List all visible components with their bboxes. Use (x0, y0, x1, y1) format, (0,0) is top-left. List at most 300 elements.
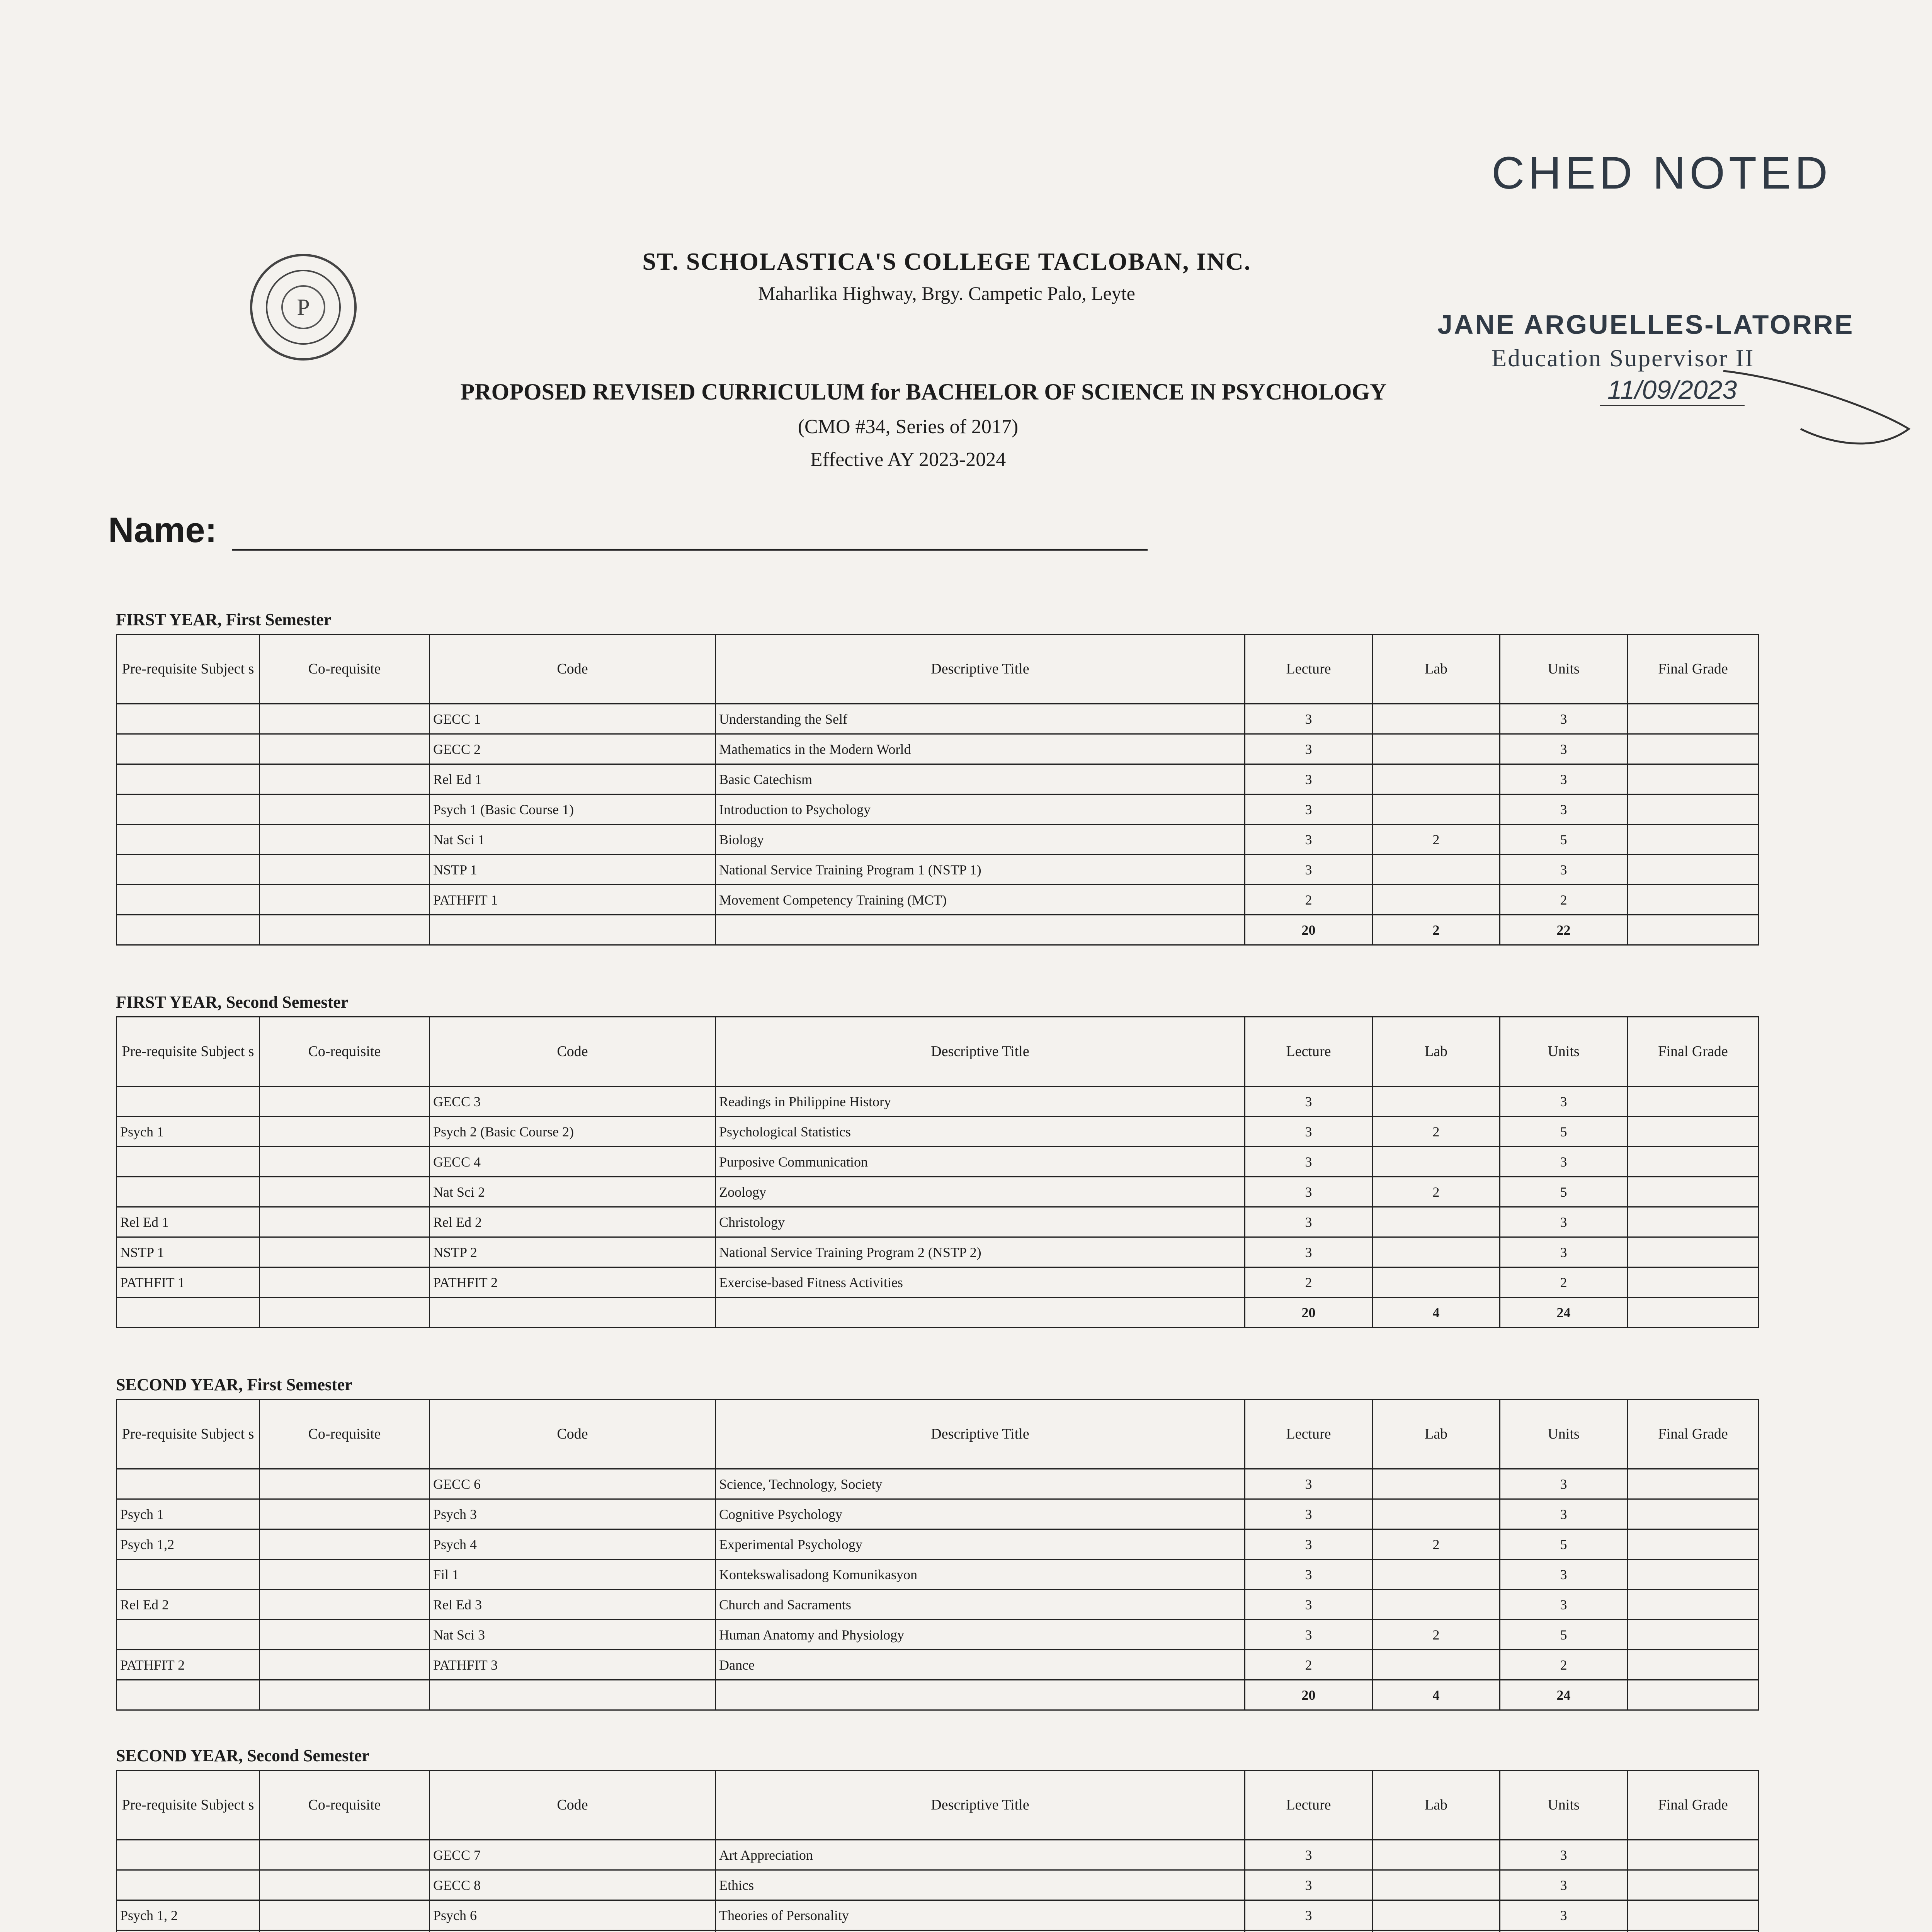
table-cell (260, 1529, 430, 1560)
table-row (117, 1117, 1759, 1147)
table-cell: 2 (1372, 825, 1500, 855)
column-header: Pre-requisite Subject s (117, 1770, 260, 1840)
table-cell (716, 1930, 1245, 1932)
table-cell: Psych 1 (117, 1499, 260, 1529)
table-cell (1372, 1650, 1500, 1680)
table-cell: 3 (1245, 1560, 1372, 1590)
final-grade-cell[interactable] (1628, 855, 1759, 885)
table-cell (260, 794, 430, 825)
table-cell: Mathematics in the Modern World (716, 734, 1245, 764)
table-cell: 3 (1500, 1469, 1628, 1499)
stamp-supervisor-name: JANE ARGUELLES-LATORRE (1437, 310, 1854, 340)
table-cell: 3 (1500, 1237, 1628, 1267)
table-cell (260, 1840, 430, 1870)
table-cell: 3 (1245, 734, 1372, 764)
table-row (117, 1087, 1759, 1117)
table-cell: 3 (1245, 1117, 1372, 1147)
semester-section (116, 993, 1759, 1328)
table-row (117, 1900, 1759, 1930)
table-cell: NSTP 2 (430, 1237, 716, 1267)
table-cell (117, 1620, 260, 1650)
table-cell: 3 (1245, 1590, 1372, 1620)
table-row (117, 1930, 1759, 1932)
table-cell (260, 734, 430, 764)
table-cell (260, 1147, 430, 1177)
curriculum-title: PROPOSED REVISED CURRICULUM for BACHELOR OF SCIENCE IN PSYCHOLOGY (460, 379, 1387, 405)
table-cell: Psych 1, 2 (117, 1900, 260, 1930)
table-cell: NSTP 1 (117, 1237, 260, 1267)
name-field[interactable] (232, 549, 1148, 551)
table-row (117, 794, 1759, 825)
table-cell (1372, 764, 1500, 794)
table-cell: GECC 8 (430, 1870, 716, 1900)
table-cell: 3 (1500, 1840, 1628, 1870)
table-cell (1372, 794, 1500, 825)
table-cell: GECC 1 (430, 704, 716, 734)
table-cell: 3 (1245, 855, 1372, 885)
table-cell: Rel Ed 1 (430, 764, 716, 794)
table-row (117, 1529, 1759, 1560)
table-cell: Psych 1,2 (117, 1529, 260, 1560)
total-cell (260, 1680, 430, 1710)
table-cell: 3 (1245, 1177, 1372, 1207)
final-grade-cell[interactable] (1628, 1590, 1759, 1620)
table-cell (1500, 1930, 1628, 1932)
total-cell: 2 (1372, 915, 1500, 945)
table-cell (260, 1900, 430, 1930)
stamp-noted: CHED NOTED (1492, 148, 1832, 199)
table-cell (260, 1237, 430, 1267)
table-cell (1372, 1560, 1500, 1590)
table-cell: PATHFIT 1 (117, 1267, 260, 1298)
table-cell: Biology (716, 825, 1245, 855)
table-cell: Exercise-based Fitness Activities (716, 1267, 1245, 1298)
table-cell (1372, 1870, 1500, 1900)
total-cell (260, 915, 430, 945)
table-cell: Christology (716, 1207, 1245, 1237)
final-grade-cell[interactable] (1628, 1147, 1759, 1177)
table-row (117, 1840, 1759, 1870)
table-cell: National Service Training Program 1 (NSTP 1) (716, 855, 1245, 885)
final-grade-cell[interactable] (1628, 1207, 1759, 1237)
table-cell: Nat Sci 3 (430, 1620, 716, 1650)
table-cell (260, 855, 430, 885)
semester-section (116, 1746, 1759, 1932)
table-cell: 2 (1372, 1620, 1500, 1650)
table-cell (260, 1207, 430, 1237)
table-cell: 3 (1500, 704, 1628, 734)
table-cell (260, 825, 430, 855)
table-cell (117, 825, 260, 855)
table-cell: 3 (1500, 1870, 1628, 1900)
semester-title: FIRST YEAR, Second Semester (116, 993, 349, 1012)
semester-table (116, 1770, 1759, 1932)
table-cell (117, 855, 260, 885)
table-row (117, 1147, 1759, 1177)
table-row (117, 885, 1759, 915)
table-cell (260, 1650, 430, 1680)
svg-text:P: P (297, 294, 310, 320)
table-cell: GECC 6 (430, 1469, 716, 1499)
column-header: Units (1500, 1017, 1628, 1087)
table-cell: Psych 2 (Basic Course 2) (430, 1117, 716, 1147)
table-row (117, 1499, 1759, 1529)
table-cell (117, 794, 260, 825)
table-cell: PATHFIT 1 (430, 885, 716, 915)
table-row (117, 855, 1759, 885)
table-cell (260, 1930, 430, 1932)
table-cell (117, 764, 260, 794)
table-cell: 3 (1500, 1499, 1628, 1529)
column-header: Code (430, 634, 716, 704)
table-cell (1372, 1590, 1500, 1620)
column-header: Code (430, 1400, 716, 1469)
column-header: Lab (1372, 1400, 1500, 1469)
table-cell (1372, 1237, 1500, 1267)
table-cell: GECC 3 (430, 1087, 716, 1117)
table-cell (1372, 1499, 1500, 1529)
table-cell: 3 (1500, 764, 1628, 794)
table-cell: 3 (1245, 1529, 1372, 1560)
table-cell: 3 (1245, 794, 1372, 825)
table-cell (117, 1840, 260, 1870)
table-cell (117, 885, 260, 915)
table-cell: 3 (1245, 1499, 1372, 1529)
table-cell: 2 (1372, 1177, 1500, 1207)
final-grade-cell[interactable] (1628, 794, 1759, 825)
table-cell (260, 1117, 430, 1147)
table-cell: 3 (1245, 1207, 1372, 1237)
table-cell: 5 (1500, 825, 1628, 855)
final-grade-cell[interactable] (1628, 1087, 1759, 1117)
final-grade-cell[interactable] (1628, 1650, 1759, 1680)
total-cell: 20 (1245, 1298, 1372, 1328)
final-grade-cell[interactable] (1628, 1267, 1759, 1298)
column-header: Descriptive Title (716, 1770, 1245, 1840)
table-cell: 2 (1500, 1650, 1628, 1680)
table-cell (260, 1087, 430, 1117)
table-cell: Kontekswalisadong Komunikasyon (716, 1560, 1245, 1590)
table-cell: 2 (1245, 1650, 1372, 1680)
table-cell (1372, 1207, 1500, 1237)
table-cell (117, 1087, 260, 1117)
column-header: Lab (1372, 1017, 1500, 1087)
table-cell (260, 1620, 430, 1650)
column-header: Lab (1372, 1770, 1500, 1840)
column-header: Units (1500, 634, 1628, 704)
total-cell: 24 (1500, 1298, 1628, 1328)
table-cell (1372, 1087, 1500, 1117)
column-header: Descriptive Title (716, 1400, 1245, 1469)
table-row (117, 1267, 1759, 1298)
table-cell (1245, 1930, 1372, 1932)
table-cell: 3 (1245, 825, 1372, 855)
table-row (117, 1207, 1759, 1237)
table-cell: Understanding the Self (716, 704, 1245, 734)
table-row (117, 1469, 1759, 1499)
table-cell: Theories of Personality (716, 1900, 1245, 1930)
table-cell (260, 1499, 430, 1529)
column-header: Pre-requisite Subject s (117, 1017, 260, 1087)
table-cell: 3 (1245, 704, 1372, 734)
table-cell (1372, 1900, 1500, 1930)
table-cell: 3 (1245, 764, 1372, 794)
table-cell (117, 1560, 260, 1590)
table-cell: PATHFIT 2 (117, 1650, 260, 1680)
table-cell: Psych 3 (430, 1499, 716, 1529)
table-header-row (117, 1770, 1759, 1840)
stamp-supervisor-title: Education Supervisor II (1492, 344, 1755, 372)
table-cell: 3 (1245, 1840, 1372, 1870)
table-cell (117, 1870, 260, 1900)
final-grade-cell[interactable] (1628, 764, 1759, 794)
table-cell (1372, 734, 1500, 764)
table-cell: 3 (1245, 1900, 1372, 1930)
table-row (117, 1620, 1759, 1650)
table-cell: 3 (1245, 1620, 1372, 1650)
final-grade-cell[interactable] (1628, 1469, 1759, 1499)
total-cell: 4 (1372, 1680, 1500, 1710)
final-grade-cell[interactable] (1628, 1237, 1759, 1267)
column-header: Descriptive Title (716, 634, 1245, 704)
final-grade-cell[interactable] (1628, 1499, 1759, 1529)
final-grade-cell[interactable] (1628, 825, 1759, 855)
table-cell: GECC 4 (430, 1147, 716, 1177)
table-cell: Psych 1 (117, 1117, 260, 1147)
effective-year: Effective AY 2023-2024 (810, 449, 1006, 471)
table-row (117, 1590, 1759, 1620)
total-cell (117, 1680, 260, 1710)
table-row (117, 734, 1759, 764)
table-cell: Movement Competency Training (MCT) (716, 885, 1245, 915)
table-cell: Purposive Communication (716, 1147, 1245, 1177)
column-header: Lecture (1245, 1017, 1372, 1087)
final-grade-cell[interactable] (1628, 734, 1759, 764)
column-header: Co-requisite (260, 1770, 430, 1840)
column-header: Units (1500, 1400, 1628, 1469)
table-cell: 3 (1500, 1590, 1628, 1620)
final-grade-cell[interactable] (1628, 1870, 1759, 1900)
column-header: Co-requisite (260, 1400, 430, 1469)
table-cell (260, 704, 430, 734)
final-grade-cell[interactable] (1628, 1900, 1759, 1930)
final-grade-cell[interactable] (1628, 704, 1759, 734)
total-cell (430, 915, 716, 945)
table-cell: 3 (1500, 1147, 1628, 1177)
total-cell (430, 1298, 716, 1328)
total-cell: 22 (1500, 915, 1628, 945)
table-cell: 3 (1500, 1900, 1628, 1930)
table-cell: Basic Catechism (716, 764, 1245, 794)
column-header: Final Grade (1628, 634, 1759, 704)
table-cell: Dance (716, 1650, 1245, 1680)
table-cell (117, 704, 260, 734)
table-cell (260, 1177, 430, 1207)
column-header: Pre-requisite Subject s (117, 634, 260, 704)
table-cell (260, 1560, 430, 1590)
semester-table (116, 634, 1759, 946)
table-cell (260, 1469, 430, 1499)
column-header: Co-requisite (260, 634, 430, 704)
table-cell: 3 (1500, 1207, 1628, 1237)
table-cell: Psych 4 (430, 1529, 716, 1560)
total-row (117, 1298, 1759, 1328)
total-cell: 4 (1372, 1298, 1500, 1328)
table-cell: 3 (1245, 1469, 1372, 1499)
table-cell: 2 (1372, 1117, 1500, 1147)
table-cell: Cognitive Psychology (716, 1499, 1245, 1529)
table-cell: 3 (1500, 1560, 1628, 1590)
table-cell (1372, 1267, 1500, 1298)
table-cell: NSTP 1 (430, 855, 716, 885)
table-cell: 3 (1245, 1237, 1372, 1267)
table-header-row (117, 1017, 1759, 1087)
column-header: Lecture (1245, 1400, 1372, 1469)
table-cell: Nat Sci 1 (430, 825, 716, 855)
table-cell: 3 (1500, 855, 1628, 885)
table-row (117, 764, 1759, 794)
table-row (117, 704, 1759, 734)
total-cell (716, 915, 1245, 945)
table-cell: Rel Ed 1 (117, 1207, 260, 1237)
table-cell: 5 (1500, 1620, 1628, 1650)
total-cell: 20 (1245, 1680, 1372, 1710)
table-cell: Psych 6 (430, 1900, 716, 1930)
table-cell: Ethics (716, 1870, 1245, 1900)
table-row (117, 825, 1759, 855)
table-cell (1372, 1147, 1500, 1177)
column-header: Final Grade (1628, 1400, 1759, 1469)
table-row (117, 1870, 1759, 1900)
cmo-reference: (CMO #34, Series of 2017) (798, 416, 1019, 438)
table-cell: Introduction to Psychology (716, 794, 1245, 825)
total-cell (1628, 915, 1759, 945)
table-cell: 3 (1500, 794, 1628, 825)
table-cell: 2 (1372, 1529, 1500, 1560)
table-cell (1372, 855, 1500, 885)
table-cell: Art Appreciation (716, 1840, 1245, 1870)
semester-section (116, 610, 1759, 946)
table-cell: 5 (1500, 1177, 1628, 1207)
final-grade-cell[interactable] (1628, 1177, 1759, 1207)
table-cell: 3 (1245, 1147, 1372, 1177)
column-header: Co-requisite (260, 1017, 430, 1087)
table-row (117, 1237, 1759, 1267)
total-cell (716, 1298, 1245, 1328)
table-cell (1372, 1840, 1500, 1870)
table-cell: Rel Ed 2 (117, 1590, 260, 1620)
total-cell (260, 1298, 430, 1328)
table-row (117, 1560, 1759, 1590)
table-cell: Human Anatomy and Physiology (716, 1620, 1245, 1650)
table-cell: Rel Ed 3 (430, 1590, 716, 1620)
table-cell: Science, Technology, Society (716, 1469, 1245, 1499)
semester-table (116, 1016, 1759, 1328)
table-cell: Psychological Statistics (716, 1117, 1245, 1147)
table-cell (117, 1147, 260, 1177)
final-grade-cell[interactable] (1628, 1930, 1759, 1932)
table-cell (117, 1469, 260, 1499)
table-cell: Experimental Psychology (716, 1529, 1245, 1560)
table-cell (260, 764, 430, 794)
total-cell: 24 (1500, 1680, 1628, 1710)
final-grade-cell[interactable] (1628, 1117, 1759, 1147)
table-cell (117, 1177, 260, 1207)
table-cell: Rel Ed 2 (430, 1207, 716, 1237)
table-cell (1372, 1930, 1500, 1932)
column-header: Units (1500, 1770, 1628, 1840)
table-cell: National Service Training Program 2 (NSTP 2) (716, 1237, 1245, 1267)
total-cell (1628, 1680, 1759, 1710)
final-grade-cell[interactable] (1628, 1620, 1759, 1650)
column-header: Final Grade (1628, 1017, 1759, 1087)
table-row (117, 1177, 1759, 1207)
table-cell (1372, 885, 1500, 915)
table-cell: PATHFIT 3 (430, 1650, 716, 1680)
column-header: Pre-requisite Subject s (117, 1400, 260, 1469)
total-cell (1628, 1298, 1759, 1328)
total-row (117, 915, 1759, 945)
table-cell (430, 1930, 716, 1932)
table-cell: GECC 2 (430, 734, 716, 764)
table-cell: 2 (1245, 1267, 1372, 1298)
name-label: Name: (108, 510, 217, 550)
semester-table (116, 1399, 1759, 1711)
table-cell: 2 (1500, 1267, 1628, 1298)
table-cell (1372, 1469, 1500, 1499)
table-cell: 5 (1500, 1117, 1628, 1147)
table-header-row (117, 1400, 1759, 1469)
table-cell (117, 1930, 260, 1932)
table-cell (260, 885, 430, 915)
total-cell (117, 1298, 260, 1328)
column-header: Code (430, 1017, 716, 1087)
semester-title: SECOND YEAR, First Semester (116, 1375, 352, 1394)
final-grade-cell[interactable] (1628, 1560, 1759, 1590)
table-cell: Nat Sci 2 (430, 1177, 716, 1207)
column-header: Lecture (1245, 634, 1372, 704)
total-cell (117, 915, 260, 945)
final-grade-cell[interactable] (1628, 885, 1759, 915)
column-header: Descriptive Title (716, 1017, 1245, 1087)
table-cell: 3 (1500, 1087, 1628, 1117)
table-cell (260, 1870, 430, 1900)
stamp-date: 11/09/2023 (1600, 375, 1745, 406)
table-cell (260, 1267, 430, 1298)
table-cell: GECC 7 (430, 1840, 716, 1870)
table-cell (1372, 704, 1500, 734)
column-header: Final Grade (1628, 1770, 1759, 1840)
table-cell: 5 (1500, 1529, 1628, 1560)
column-header: Lecture (1245, 1770, 1372, 1840)
semester-title: FIRST YEAR, First Semester (116, 610, 332, 629)
final-grade-cell[interactable] (1628, 1840, 1759, 1870)
table-header-row (117, 634, 1759, 704)
table-cell: 2 (1500, 885, 1628, 915)
table-cell: 3 (1245, 1870, 1372, 1900)
table-cell: Readings in Philippine History (716, 1087, 1245, 1117)
total-row (117, 1680, 1759, 1710)
semester-title: SECOND YEAR, Second Semester (116, 1746, 369, 1765)
table-cell: 2 (1245, 885, 1372, 915)
table-cell: Zoology (716, 1177, 1245, 1207)
total-cell: 20 (1245, 915, 1372, 945)
table-cell: 3 (1245, 1087, 1372, 1117)
table-cell (117, 734, 260, 764)
table-cell: 3 (1500, 734, 1628, 764)
final-grade-cell[interactable] (1628, 1529, 1759, 1560)
table-cell: Psych 1 (Basic Course 1) (430, 794, 716, 825)
